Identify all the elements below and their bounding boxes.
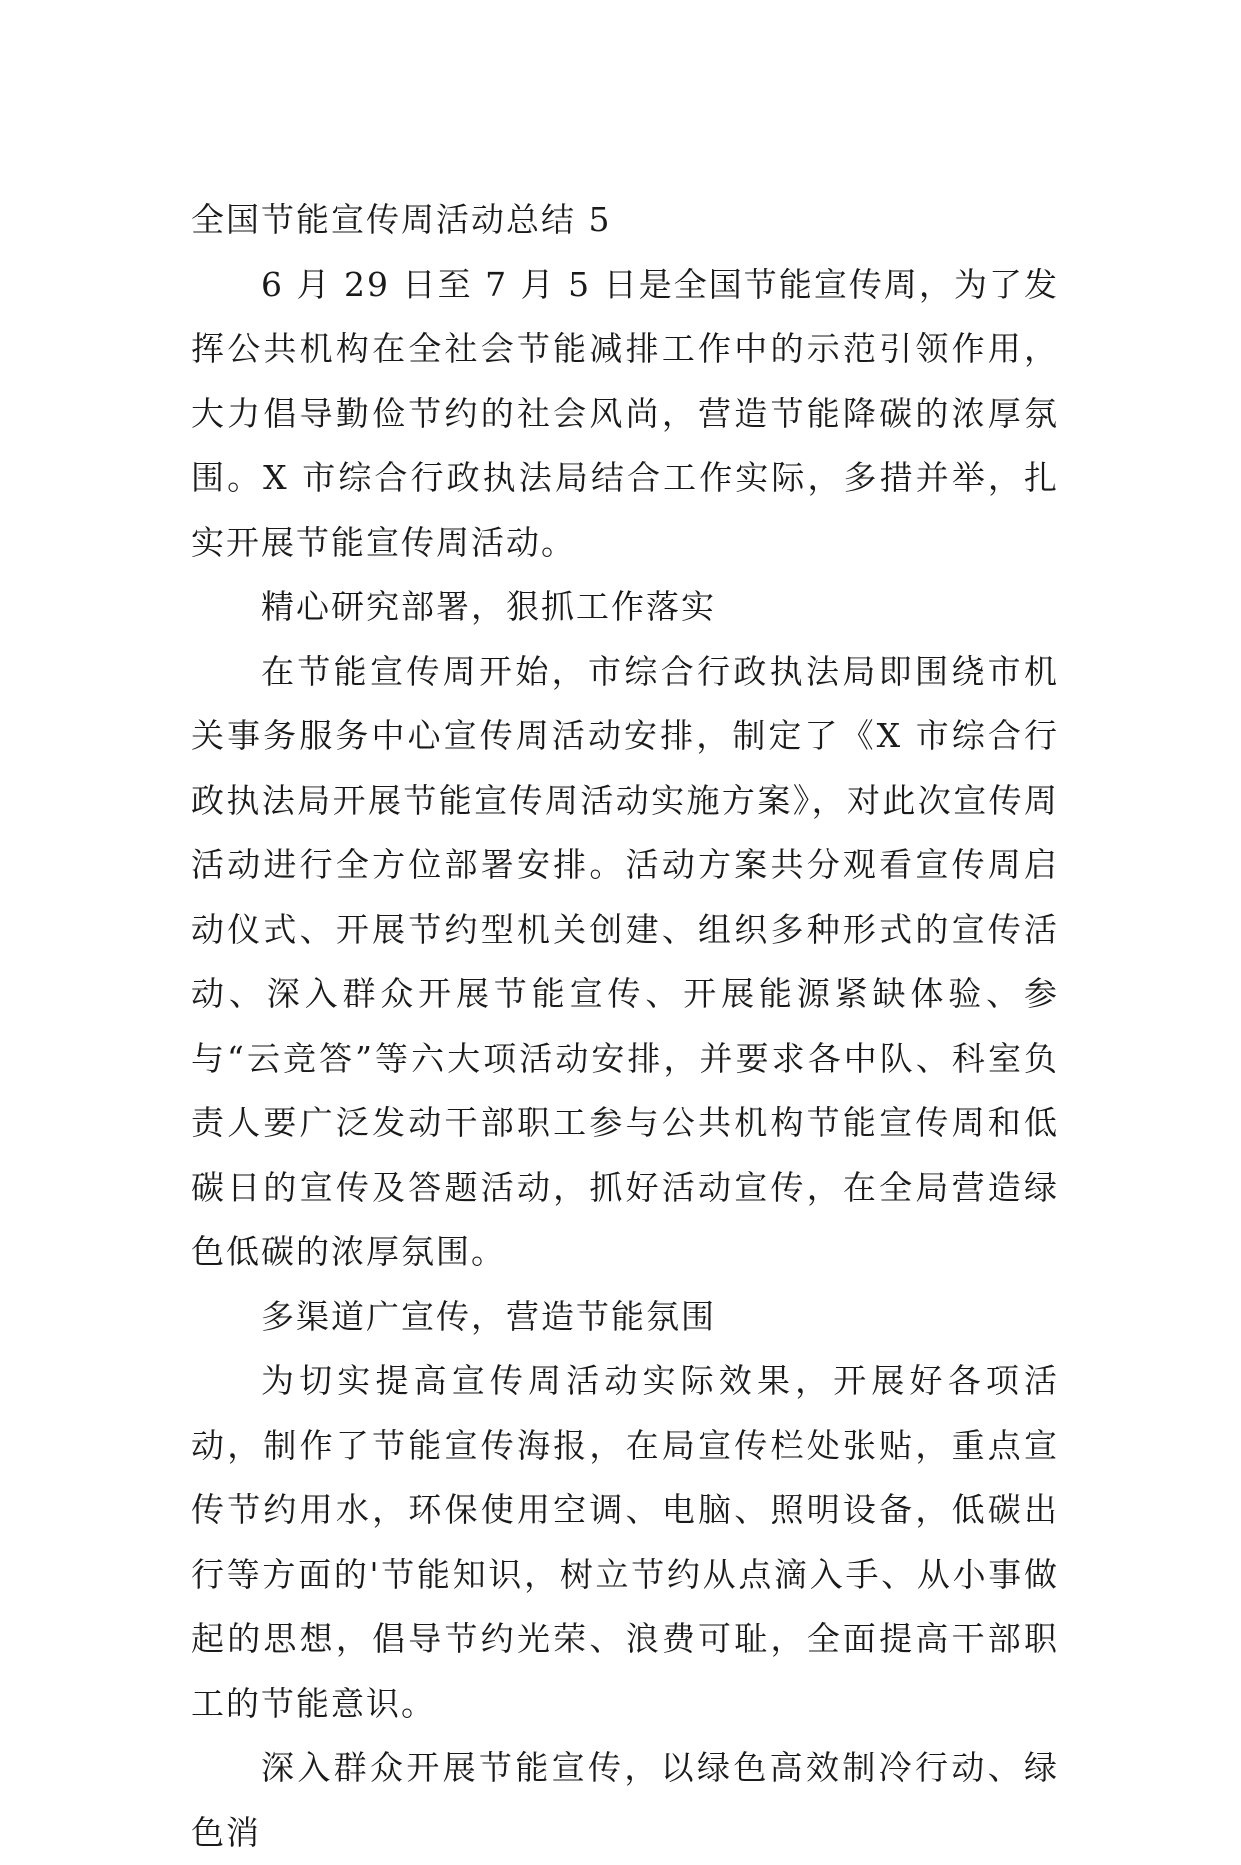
paragraph-deployment: 在节能宣传周开始，市综合行政执法局即围绕市机关事务服务中心宣传周活动安排，制定了《X 市综合行政执法局开展节能宣传周活动实施方案》，对此次宣传周活动进行全方位部署安排。活动方案共分观看宣传周启动仪式、开展节约型机关创建、组织多种形式的宣传活动、深入群众开展节能宣传、开展能源紧缺体验、参与“云竞答”等六大项活动安排，并要求各中队、科室负责人要广泛发动干部职工参与公共机构节能宣传周和低碳日的宣传及答题活动，抓好活动宣传，在全局营造绿色低碳的浓厚氛围。 — [191, 651, 1059, 1271]
paragraph-community: 深入群众开展节能宣传，以绿色高效制冷行动、绿色消 — [191, 1748, 1059, 1852]
section-heading-publicity: 多渠道广宣传，营造节能氛围 — [261, 1296, 716, 1336]
document-title: 全国节能宣传周活动总结 5 — [191, 200, 612, 239]
section-heading-deployment: 精心研究部署，狠抓工作落实 — [261, 587, 716, 626]
paragraph-publicity: 为切实提高宣传周活动实际效果，开展好各项活动，制作了节能宣传海报，在局宣传栏处张贴，重点宣传节约用水，环保使用空调、电脑、照明设备，低碳出行等方面的'节能知识，树立节约从点滴入手、从小事做起的思想，倡导节约光荣、浪费可耻，全面提高干部职工的节能意识。 — [191, 1361, 1059, 1723]
document-body — [191, 188, 1059, 1865]
paragraph-intro: 6 月 29 日至 7 月 5 日是全国节能宣传周，为了发挥公共机构在全社会节能减排工作中的示范引领作用，大力倡导勤俭节约的社会风尚，营造节能降碳的浓厚氛围。X 市综合行政执法局结合工作实际，多措并举，扎实开展节能宣传周活动。 — [191, 264, 1059, 562]
